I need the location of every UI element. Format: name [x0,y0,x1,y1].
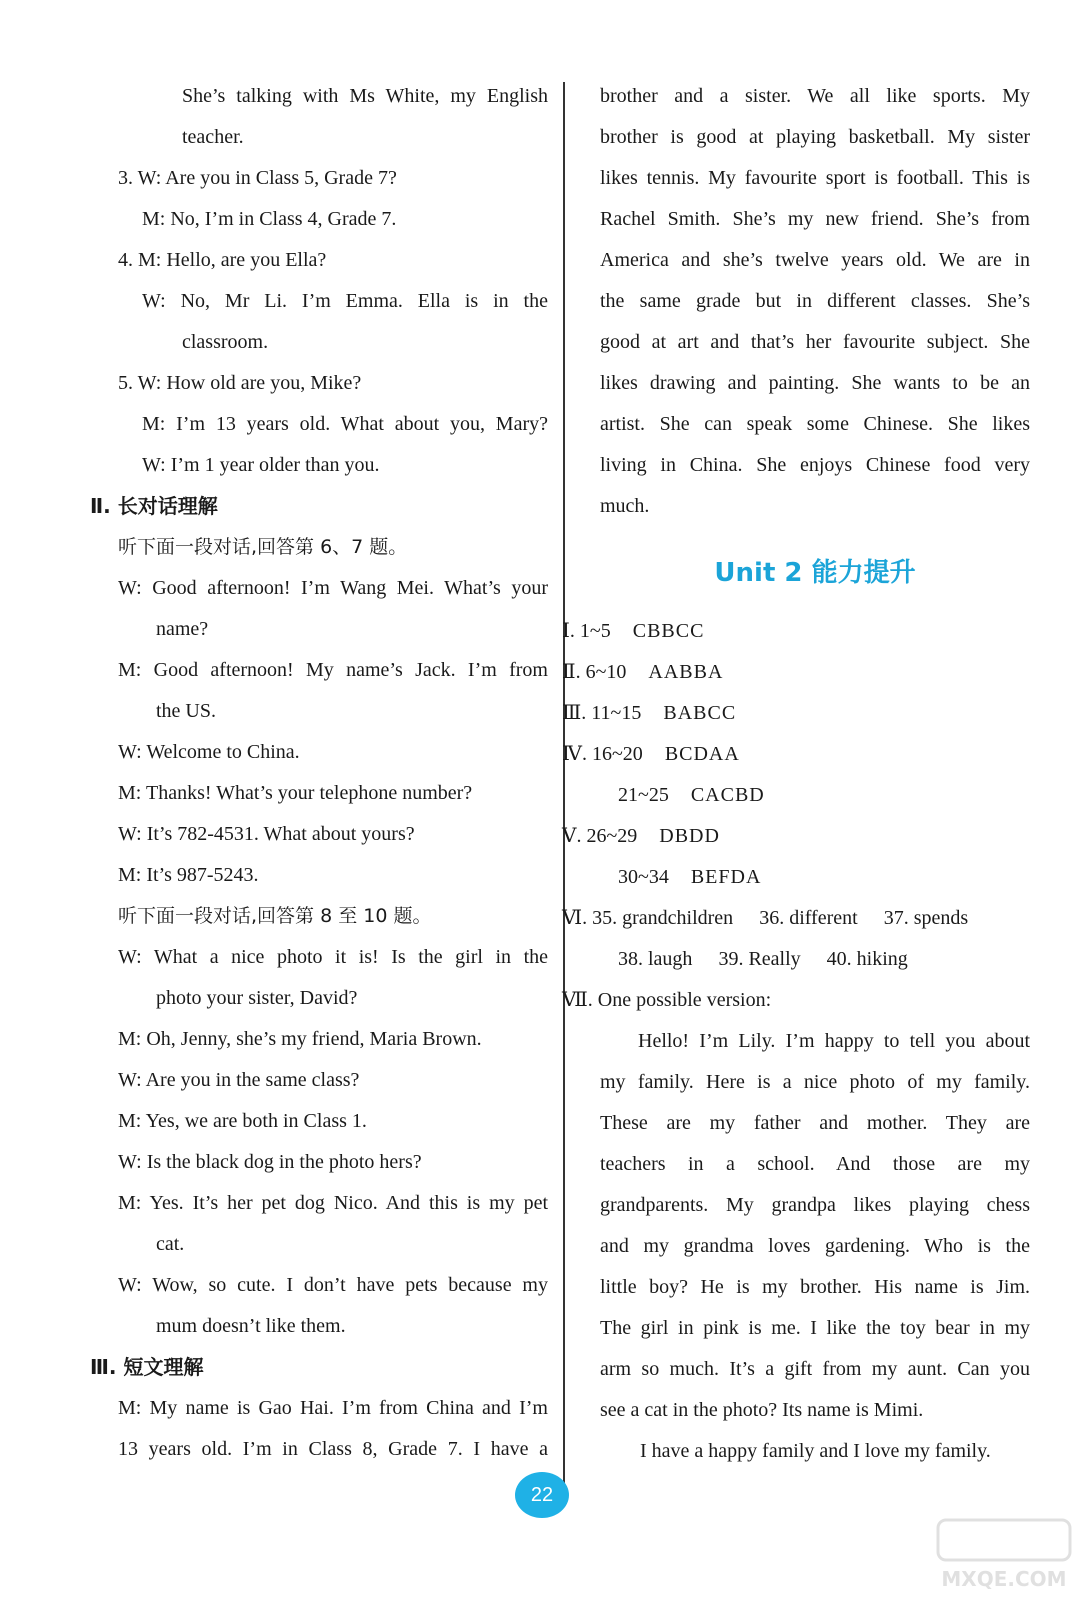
dialog-2-line: W: Wow, so cute. I don’t have pets because my [118,1274,548,1296]
dialog-2-line: W: What a nice photo it is! Is the girl in the [118,946,548,968]
section-2-intro-2: 听下面一段对话,回答第 8 至 10 题。 [118,905,432,927]
answer-row [562,816,992,857]
answer-letters: BEFDA [690,866,762,888]
dialog-2-line: mum doesn’t like them. [156,1315,346,1337]
dialog-line: classroom. [182,331,269,353]
passage-line: good at art and that’s her favourite subject. She [600,331,1030,353]
answer-letters: BCDAA [664,743,740,765]
answer-range: 30~34 [618,866,669,888]
listening-dialogs-part1 [118,76,548,486]
passage-line: brother is good at playing basketball. My sister [600,126,1030,148]
dialog-2-line: M: Yes, we are both in Class 1. [118,1110,367,1132]
model-essay [600,1021,1030,1431]
dialog-line: She’s talking with Ms White, my English [182,85,548,107]
dialog-2-line: W: Is the black dog in the photo hers? [118,1151,422,1173]
answer-letters: CBBCC [632,620,705,642]
passage-line: America and she’s twelve years old. We are in [600,249,1030,271]
dialog-2-line: photo your sister, David? [156,987,358,1009]
dialog-line: teacher. [182,126,244,148]
section-3-heading: Ⅲ. 短文理解 [90,1355,204,1379]
answer-range: Ⅰ. 1~5 [562,620,611,642]
essay-line: grandparents. My grandpa likes playing chess [600,1194,1030,1216]
dialog-1-line: M: Thanks! What’s your telephone number? [118,782,473,804]
passage-line: likes tennis. My favourite sport is football. This is [600,167,1030,189]
passage-line: 13 years old. I’m in Class 8, Grade 7. I have a [118,1438,548,1460]
dialog-1 [118,568,548,896]
answer-row [562,652,992,693]
essay-closing-line: I have a happy family and I love my family. [640,1440,991,1462]
dialog-2-line: M: Oh, Jenny, she’s my friend, Maria Brown. [118,1028,482,1050]
answer-38: 38. laugh [618,948,693,970]
dialog-line: 5. W: How old are you, Mike? [118,372,362,394]
section-3-passage-continued [600,76,1030,527]
answer-letters: DBDD [659,825,720,847]
left-column [90,76,548,1470]
essay-line: and my grandma loves gardening. Who is the [600,1235,1030,1257]
answer-row [580,775,1010,816]
answer-row [562,693,992,734]
passage-line: M: My name is Gao Hai. I’m from China and I’m [118,1397,548,1419]
answer-key [562,611,1030,898]
answer-36: 36. different [759,907,858,929]
passage-line: brother and a sister. We all like sports. My [600,85,1030,107]
section-3-passage-start [118,1388,548,1470]
essay-line: little boy? He is my brother. His name is Jim. [600,1276,1030,1298]
dialog-1-line: W: It’s 782-4531. What about yours? [118,823,415,845]
dialog-1-line: the US. [156,700,216,722]
dialog-1-line: M: Good afternoon! My name’s Jack. I’m from [118,659,548,681]
answer-range: Ⅳ. 16~20 [562,743,643,765]
essay-line: my family. Here is a nice photo of my family. [600,1071,1030,1093]
passage-line: living in China. She enjoys Chinese food very [600,454,1030,476]
essay-line: teachers in a school. And those are my [600,1153,1030,1175]
answer-35: Ⅵ. 35. grandchildren [562,907,734,929]
passage-line: the same grade but in different classes. She’s [600,290,1030,312]
answer-letters: CACBD [690,784,765,806]
passage-line: artist. She can speak some Chinese. She likes [600,413,1030,435]
dialog-1-line: name? [156,618,209,640]
answer-letters: AABBA [648,661,724,683]
answer-row-6-line-2 [580,939,1010,980]
passage-line: much. [600,495,650,517]
dialog-2 [118,937,548,1347]
dialog-1-line: W: Good afternoon! I’m Wang Mei. What’s your [118,577,548,599]
dialog-2-line: M: Yes. It’s her pet dog Nico. And this is my pet [118,1192,548,1214]
essay-line: arm so much. It’s a gift from my aunt. Can you [600,1358,1030,1380]
essay-line: see a cat in the photo? Its name is Mimi. [600,1399,924,1421]
answer-37: 37. spends [883,907,969,929]
column-divider [563,82,565,1487]
dialog-2-line: cat. [156,1233,185,1255]
dialog-1-line: M: It’s 987-5243. [118,864,259,886]
answer-range: Ⅴ. 26~29 [562,825,638,847]
page-number-badge: 22 [515,1472,569,1518]
watermark-logo [934,1514,1074,1594]
dialog-line: 4. M: Hello, are you Ella? [118,249,327,271]
dialog-line: 3. W: Are you in Class 5, Grade 7? [118,167,397,189]
svg-text:MXQE.COM: MXQE.COM [941,1567,1067,1591]
section-2-heading: Ⅱ. 长对话理解 [90,494,218,518]
answer-range: Ⅱ. 6~10 [562,661,627,683]
answer-row [562,734,992,775]
essay-line: Hello! I’m Lily. I’m happy to tell you about [638,1030,1030,1052]
answer-range: Ⅲ. 11~15 [562,702,642,724]
dialog-1-line: W: Welcome to China. [118,741,300,763]
answer-row-6-line-1 [562,898,992,939]
answer-40: 40. hiking [826,948,908,970]
dialog-2-line: W: Are you in the same class? [118,1069,360,1091]
dialog-line: M: I’m 13 years old. What about you, Mary? [142,413,548,435]
unit-title: Unit 2 能力提升 [714,558,916,588]
dialog-line: W: I’m 1 year older than you. [142,454,380,476]
dialog-line: W: No, Mr Li. I’m Emma. Ella is in the [142,290,548,312]
passage-line: likes drawing and painting. She wants to be an [600,372,1030,394]
essay-line: The girl in pink is me. I like the toy bear in my [600,1317,1030,1339]
answer-letters: BABCC [663,702,737,724]
answer-range: 21~25 [618,784,669,806]
dialog-line: M: No, I’m in Class 4, Grade 7. [142,208,397,230]
right-column [562,76,1030,1472]
section-7-heading: Ⅶ. One possible version: [562,989,772,1011]
answer-row [562,611,992,652]
answer-39: 39. Really [718,948,801,970]
essay-line: These are my father and mother. They are [600,1112,1030,1134]
passage-line: Rachel Smith. She’s my new friend. She’s from [600,208,1030,230]
answer-row [580,857,1010,898]
section-2-intro-1: 听下面一段对话,回答第 6、7 题。 [118,536,408,558]
